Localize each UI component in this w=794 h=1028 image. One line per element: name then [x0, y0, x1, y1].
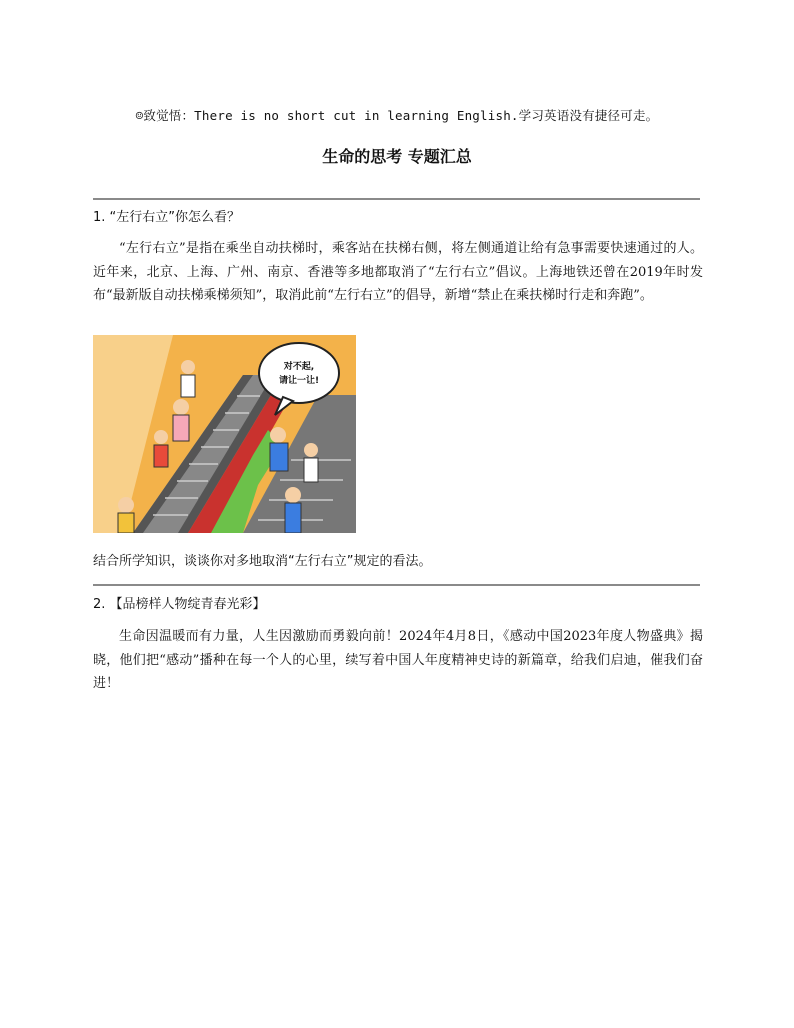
question-1-prompt: 结合所学知识，谈谈你对多地取消“左行右立”规定的看法。: [93, 554, 432, 569]
divider-top: [93, 198, 700, 200]
question-1-heading: 1. “左行右立”你怎么看？: [93, 210, 241, 225]
escalator-illustration: [93, 335, 356, 533]
question-2-heading: 2. 【品榜样人物绽青春光彩】: [93, 597, 266, 612]
question-2-paragraph: 生命因温暖而有力量，人生因激励而勇毅向前！2024年4月8日，《感动中国2023年度人物盛典》揭晓，他们把“感动”播种在每一个人的心里，续写着中国人年度精神史诗的新篇章，给我们启迪，催我们奋进！: [93, 629, 703, 691]
bubble-text-2: 请让一让!: [278, 376, 320, 386]
divider-middle: [93, 584, 700, 586]
motto-line: ☺致觉悟：There is no short cut in learning English.学习英语没有捷径可走。: [135, 108, 659, 123]
bubble-text-1: 对不起,: [283, 362, 315, 372]
question-1-paragraph: “左行右立”是指在乘坐自动扶梯时，乘客站在扶梯右侧，将左侧通道让给有急事需要快速通过的人。近年来，北京、上海、广州、南京、香港等多地都取消了“左行右立”倡议。上海地铁还曾在2019年时发布“最新版自动扶梯乘梯须知”，取消此前“左行右立”的倡导，新增“禁止在乘扶梯时行走和奔跑”。: [93, 241, 703, 303]
page-title: 生命的思考 专题汇总: [322, 147, 472, 166]
